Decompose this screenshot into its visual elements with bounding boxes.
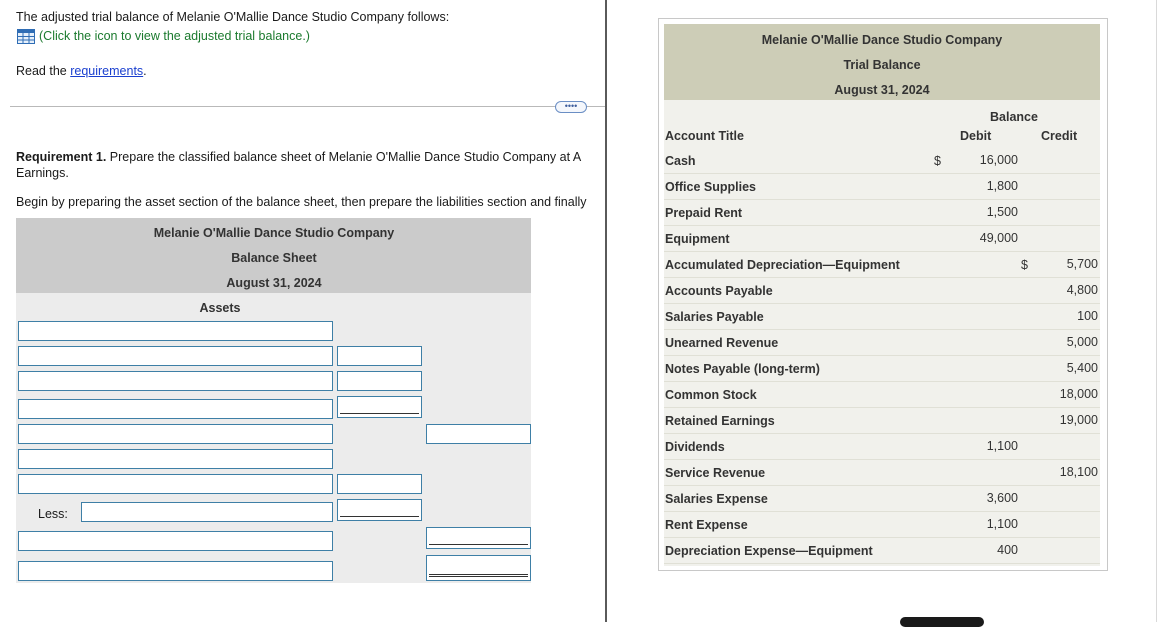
tb-row-credit: 5,700	[1066, 257, 1098, 271]
tb-row-debit: 16,000	[979, 153, 1018, 167]
tb-row-debit: 1,500	[986, 205, 1018, 219]
click-icon-text[interactable]: (Click the icon to view the adjusted trial balance.)	[39, 29, 310, 43]
bs-input-account-3[interactable]	[18, 371, 333, 391]
tb-row-credit: 19,000	[1059, 413, 1098, 427]
bs-input-total-9[interactable]	[426, 527, 531, 549]
requirement-text-line2: Earnings.	[16, 166, 69, 180]
tb-row	[664, 407, 1100, 434]
tb-row-account-title: Salaries Expense	[665, 492, 768, 506]
bs-input-less-account[interactable]	[81, 502, 333, 522]
bs-input-total-5[interactable]	[426, 424, 531, 444]
tb-row-credit: 18,000	[1059, 387, 1098, 401]
tb-row	[664, 381, 1100, 408]
bs-input-amount-2[interactable]	[337, 346, 422, 366]
bs-input-account-6[interactable]	[18, 449, 333, 469]
right-edge-divider	[1156, 0, 1157, 622]
tb-row-credit: 100	[1077, 309, 1098, 323]
tb-row-account-title: Prepaid Rent	[665, 206, 743, 220]
tb-row	[664, 251, 1100, 278]
tb-row-credit: 4,800	[1066, 283, 1098, 297]
tb-company: Melanie O'Mallie Dance Studio Company	[761, 33, 1003, 47]
tb-row	[664, 147, 1100, 174]
tb-row-account-title: Rent Expense	[665, 518, 748, 532]
requirements-link[interactable]: requirements	[70, 64, 144, 78]
bs-input-account-10[interactable]	[18, 561, 333, 581]
tb-row-account-title: Cash	[665, 154, 696, 168]
tb-col-debit: Debit	[960, 129, 992, 143]
tb-row-account-title: Accounts Payable	[665, 284, 773, 298]
tb-row-credit-currency: $	[1021, 258, 1028, 272]
less-label: Less:	[38, 507, 68, 521]
tb-row-account-title: Retained Earnings	[665, 414, 775, 428]
requirement-body: Prepare the classified balance sheet of Melanie O'Mallie Dance Studio Company at A	[106, 150, 582, 164]
tb-row-account-title: Salaries Payable	[665, 310, 764, 324]
bs-title: Balance Sheet	[231, 251, 317, 265]
trial-balance-link[interactable]	[17, 28, 310, 44]
balance-sheet-header	[16, 218, 531, 293]
bs-input-amount-4[interactable]	[337, 396, 422, 418]
tb-col-credit: Credit	[1041, 129, 1078, 143]
bs-input-account-1[interactable]	[18, 321, 333, 341]
tb-row-debit: 3,600	[986, 491, 1018, 505]
requirement-label: Requirement 1.	[16, 150, 107, 164]
tb-row	[664, 355, 1100, 382]
panel-divider[interactable]	[605, 0, 607, 622]
tb-row	[664, 537, 1100, 564]
tb-title: Trial Balance	[843, 58, 921, 72]
trial-balance-header	[664, 24, 1100, 100]
tb-row-account-title: Equipment	[665, 232, 730, 246]
bs-input-amount-7[interactable]	[337, 474, 422, 494]
instruction-text: Begin by preparing the asset section of the balance sheet, then prepare the liabilities section and finally	[16, 195, 587, 209]
tb-date: August 31, 2024	[834, 83, 930, 97]
tb-row-credit: 5,400	[1066, 361, 1098, 375]
tb-balance-header: Balance	[990, 110, 1038, 124]
tb-row-account-title: Office Supplies	[665, 180, 756, 194]
tb-row-debit: 400	[997, 543, 1018, 557]
tb-row	[664, 329, 1100, 356]
tb-row-account-title: Notes Payable (long-term)	[665, 362, 820, 376]
requirement-text	[16, 150, 606, 164]
bs-input-total-assets[interactable]	[426, 555, 531, 581]
tb-row-debit-currency: $	[934, 154, 941, 168]
expand-more-button[interactable]: ••••	[555, 101, 587, 113]
tb-col-account: Account Title	[665, 129, 744, 143]
scrollbar-thumb[interactable]	[900, 617, 984, 627]
tb-row-account-title: Service Revenue	[665, 466, 766, 480]
bs-company: Melanie O'Mallie Dance Studio Company	[153, 226, 395, 240]
intro-line: The adjusted trial balance of Melanie O'Mallie Dance Studio Company follows:	[16, 10, 450, 24]
bs-input-account-5[interactable]	[18, 424, 333, 444]
bs-date: August 31, 2024	[226, 276, 322, 290]
tb-row	[664, 459, 1100, 486]
tb-row	[664, 173, 1100, 200]
tb-row-account-title: Common Stock	[665, 388, 757, 402]
tb-row-debit: 49,000	[979, 231, 1018, 245]
divider	[10, 106, 606, 107]
tb-row	[664, 277, 1100, 304]
read-suffix: .	[143, 64, 147, 78]
tb-row	[664, 485, 1100, 512]
tb-row-debit: 1,100	[986, 517, 1018, 531]
table-icon[interactable]	[17, 29, 35, 44]
bs-input-account-7[interactable]	[18, 474, 333, 494]
tb-row-credit: 5,000	[1066, 335, 1098, 349]
tb-row	[664, 433, 1100, 460]
bs-assets-heading: Assets	[199, 301, 241, 315]
tb-row	[664, 199, 1100, 226]
read-requirements	[16, 64, 147, 78]
tb-row-account-title: Dividends	[665, 440, 725, 454]
tb-row	[664, 511, 1100, 538]
tb-row-debit: 1,100	[986, 439, 1018, 453]
tb-row-credit: 18,100	[1059, 465, 1098, 479]
bs-input-account-2[interactable]	[18, 346, 333, 366]
tb-row-debit: 1,800	[986, 179, 1018, 193]
read-prefix: Read the	[16, 64, 71, 78]
bs-input-account-9[interactable]	[18, 531, 333, 551]
tb-row-account-title: Depreciation Expense—Equipment	[665, 544, 873, 558]
tb-row	[664, 303, 1100, 330]
bs-input-account-4[interactable]	[18, 399, 333, 419]
bs-input-amount-3[interactable]	[337, 371, 422, 391]
bs-input-less-amount[interactable]	[337, 499, 422, 521]
tb-row-account-title: Unearned Revenue	[665, 336, 779, 350]
tb-row-account-title: Accumulated Depreciation—Equipment	[665, 258, 900, 272]
tb-row	[664, 225, 1100, 252]
